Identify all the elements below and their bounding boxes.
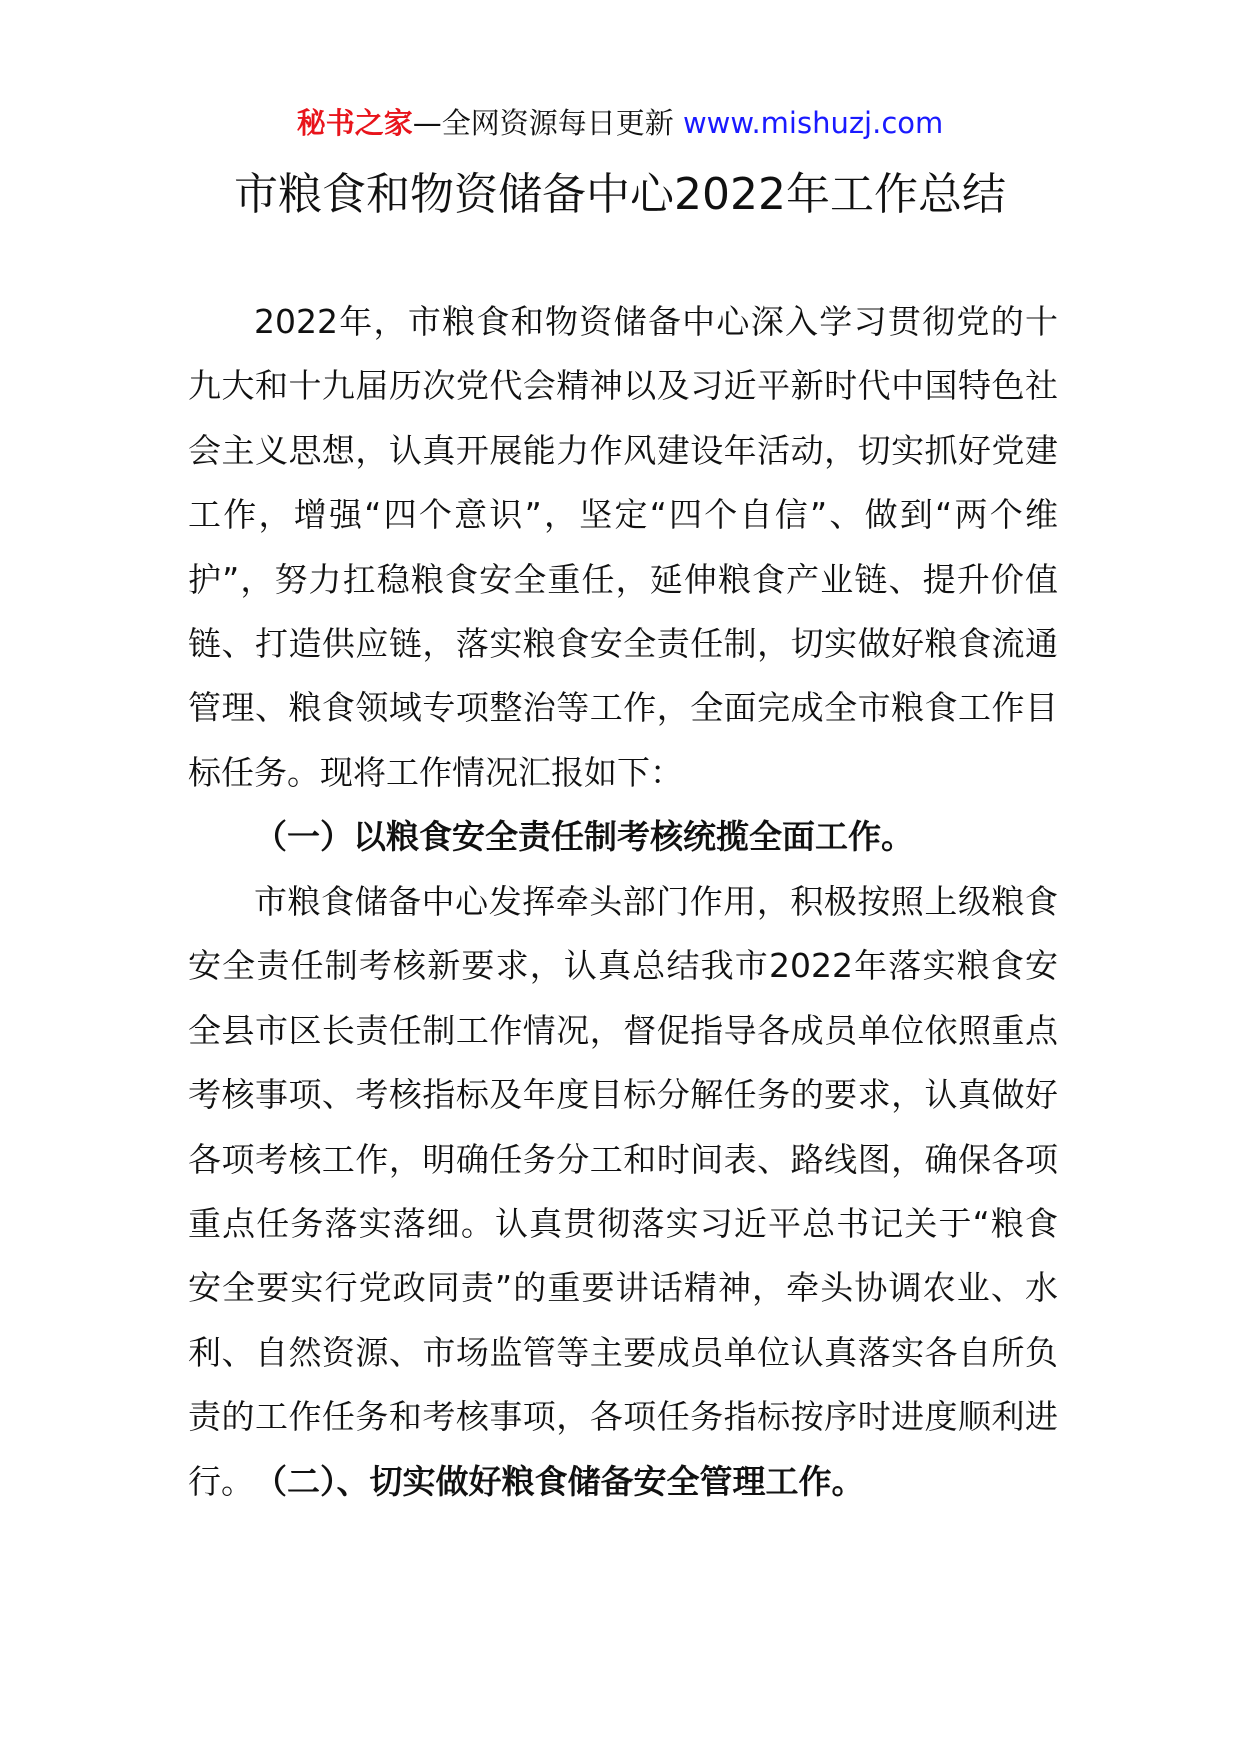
paragraph-section-1: 市粮食储备中心发挥牵头部门作用，积极按照上级粮食安全责任制考核新要求，认真总结我市2022年落实粮食安全县市区长责任制工作情况，督促指导各成员单位依照重点考核事项、考核指标及年度目标分解任务的要求，认真做好各项考核工作，明确任务分工和时间表、路线图，确保各项重点任务落实落细。认真贯彻落实习近平总书记关于“粮食安全要实行党政同责”的重要讲话精神，牵头协调农业、水利、自然资源、市场监管等主要成员单位认真落实各自所负责的工作任务和考核事项，各项任务指标按序时进度顺利进行。: [188, 882, 1058, 1501]
header-slogan: —全网资源每日更新: [412, 106, 674, 140]
site-header: [0, 103, 1240, 143]
section-heading-1: （一）以粮食安全责任制考核统揽全面工作。: [254, 817, 914, 856]
brand-name: 秘书之家: [296, 106, 413, 140]
document-title: 市粮食和物资储备中心2022年工作总结: [234, 169, 1006, 220]
paragraph-intro: 2022年，市粮食和物资储备中心深入学习贯彻党的十九大和十九届历次党代会精神以及习近平新时代中国特色社会主义思想，认真开展能力作风建设年活动，切实抓好党建工作，增强“四个意识”，坚定“四个自信”、做到“两个维护”，努力扛稳粮食安全重任，延伸粮食产业链、提升价值链、打造供应链，落实粮食安全责任制，切实做好粮食流通管理、粮食领域专项整治等工作，全面完成全市粮食工作目标任务。现将工作情况汇报如下：: [188, 302, 1058, 792]
site-url[interactable]: www.mishuzj.com: [682, 106, 944, 140]
section-heading-2: （二）、切实做好粮食储备安全管理工作。: [254, 1462, 865, 1501]
